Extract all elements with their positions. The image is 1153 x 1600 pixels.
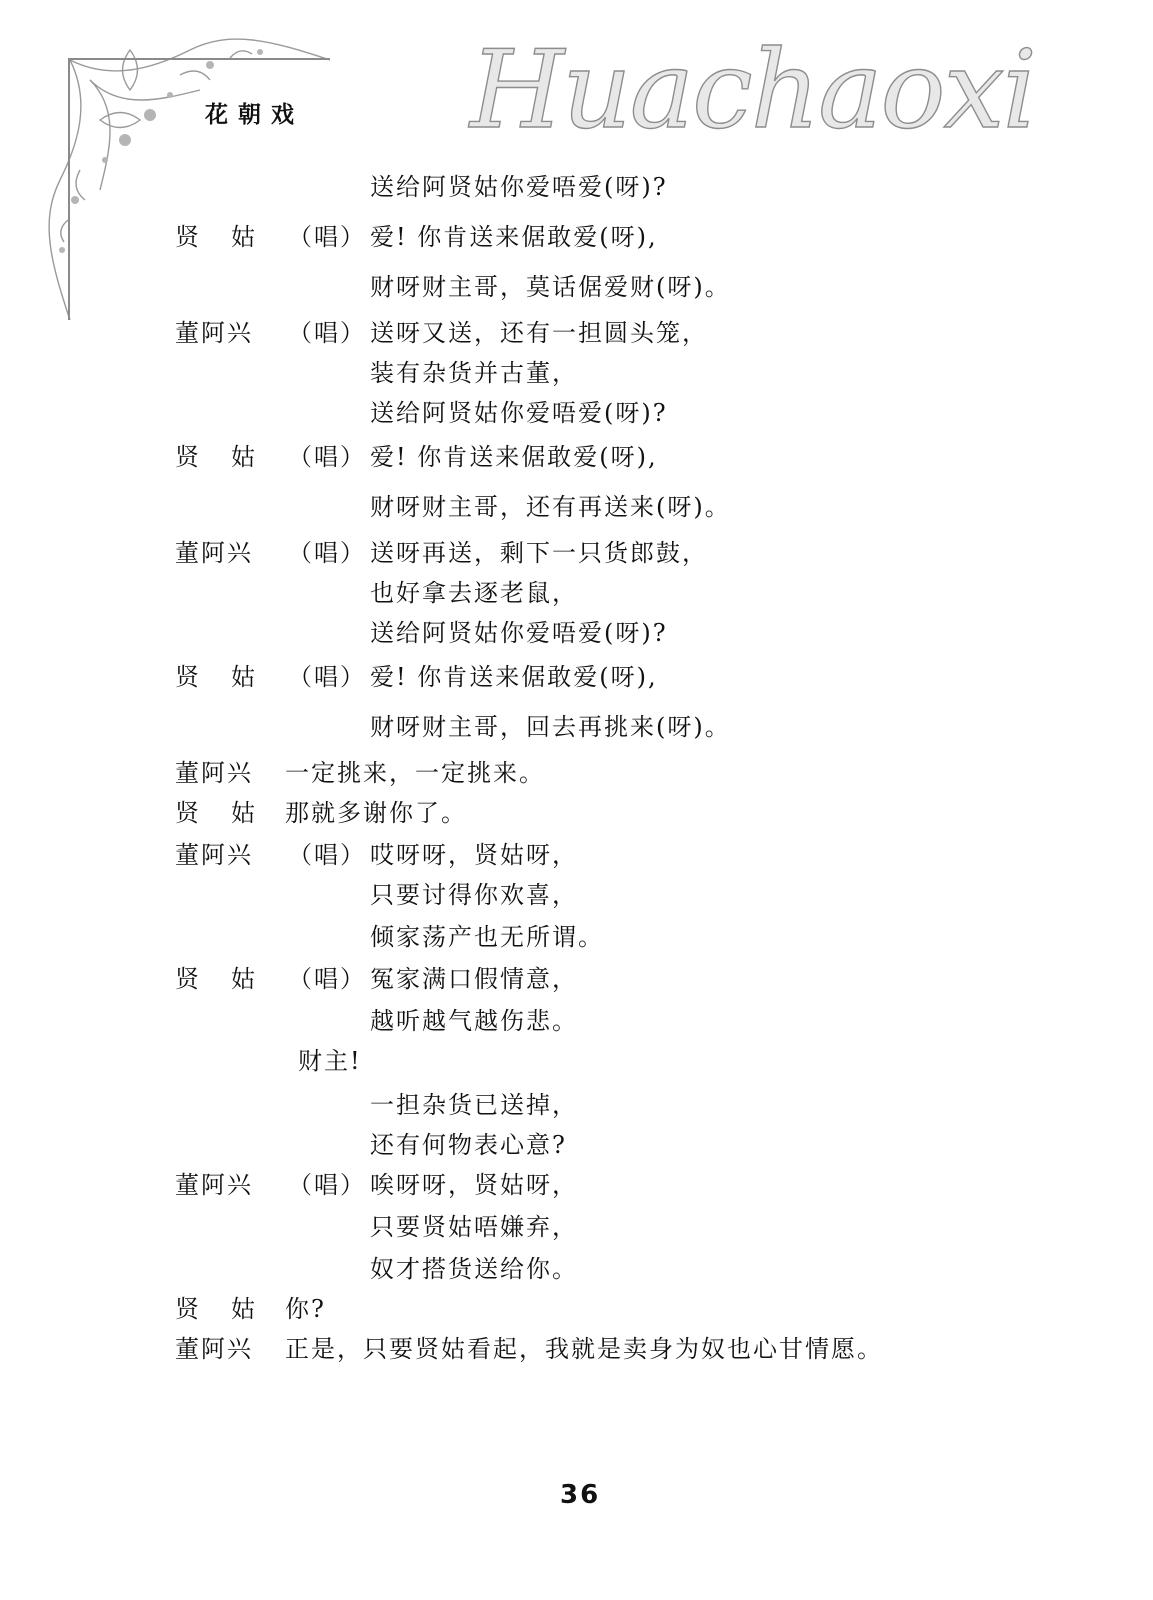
singing-marker: （唱） — [288, 443, 366, 471]
dialogue-text: 财主! — [298, 1047, 362, 1075]
dialogue-text: 送呀又送，还有一担圆头笼， — [370, 319, 708, 347]
singing-marker: （唱） — [288, 663, 366, 691]
dialogue-text: 送给阿贤姑你爱唔爱(呀)? — [370, 173, 668, 201]
dialogue-text: 只要讨得你欢喜， — [370, 881, 578, 909]
dialogue-text: 奴才搭货送给你。 — [370, 1255, 578, 1283]
dialogue-text: 爱! 你肯送来倨敢爱(呀), — [370, 663, 658, 691]
singing-marker: （唱） — [288, 223, 366, 251]
speaker-name: 贤姑 — [175, 799, 287, 827]
speaker-name: 贤姑 — [175, 443, 287, 471]
speaker-name: 董阿兴 — [175, 1335, 253, 1363]
dialogue-text: 倾家荡产也无所谓。 — [370, 923, 604, 951]
script-title-watermark: Huachaoxi — [470, 28, 1036, 153]
dialogue-text: 唉呀呀，贤姑呀， — [370, 1171, 578, 1199]
speaker-name: 董阿兴 — [175, 539, 253, 567]
speaker-name: 贤姑 — [175, 223, 287, 251]
book-title: 花朝戏 — [205, 102, 304, 128]
dialogue-text: 正是，只要贤姑看起，我就是卖身为奴也心甘情愿。 — [285, 1335, 883, 1363]
dialogue-text: 越听越气越伤悲。 — [370, 1007, 578, 1035]
dialogue-text: 还有何物表心意? — [370, 1131, 567, 1159]
dialogue-text: 送给阿贤姑你爱唔爱(呀)? — [370, 619, 668, 647]
dialogue-text: 财呀财主哥，莫话倨爱财(呀)。 — [370, 273, 731, 301]
dialogue-text: 也好拿去逐老鼠， — [370, 579, 578, 607]
speaker-name: 董阿兴 — [175, 319, 253, 347]
dialogue-text: 送呀再送，剩下一只货郎鼓， — [370, 539, 708, 567]
floral-corner-ornament — [30, 20, 350, 340]
header-vertical-rule — [68, 58, 70, 320]
dialogue-text: 一担杂货已送掉， — [370, 1091, 578, 1119]
dialogue-text: 爱! 你肯送来倨敢爱(呀), — [370, 443, 658, 471]
singing-marker: （唱） — [288, 1171, 366, 1199]
dialogue-text: 财呀财主哥，回去再挑来(呀)。 — [370, 713, 731, 741]
speaker-name: 贤姑 — [175, 1295, 287, 1323]
dialogue-text: 财呀财主哥，还有再送来(呀)。 — [370, 493, 731, 521]
speaker-name: 贤姑 — [175, 965, 287, 993]
speaker-name: 董阿兴 — [175, 1171, 253, 1199]
speaker-name: 董阿兴 — [175, 759, 253, 787]
dialogue-text: 装有杂货并古董， — [370, 359, 578, 387]
dialogue-text: 哎呀呀，贤姑呀， — [370, 841, 578, 869]
dialogue-text: 只要贤姑唔嫌弃， — [370, 1213, 578, 1241]
singing-marker: （唱） — [288, 965, 366, 993]
dialogue-text: 冤家满口假情意， — [370, 965, 578, 993]
header-rule — [68, 58, 330, 60]
singing-marker: （唱） — [288, 539, 366, 567]
page-number: 36 — [560, 1480, 601, 1510]
dialogue-text: 爱! 你肯送来倨敢爱(呀), — [370, 223, 658, 251]
singing-marker: （唱） — [288, 841, 366, 869]
dialogue-text: 送给阿贤姑你爱唔爱(呀)? — [370, 399, 668, 427]
singing-marker: （唱） — [288, 319, 366, 347]
speaker-name: 董阿兴 — [175, 841, 253, 869]
dialogue-text: 一定挑来，一定挑来。 — [285, 759, 545, 787]
speaker-name: 贤姑 — [175, 663, 287, 691]
dialogue-text: 那就多谢你了。 — [285, 799, 467, 827]
dialogue-text: 你? — [285, 1295, 326, 1323]
